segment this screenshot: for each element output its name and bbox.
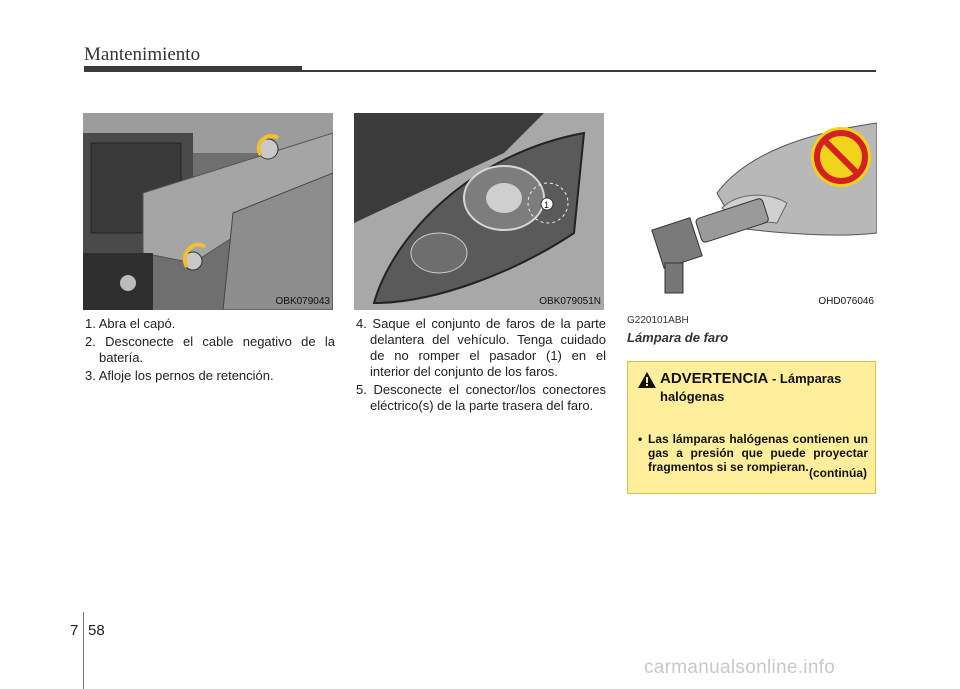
step-item: 5. Desconecte el conector/los conectores eléctrico(s) de la parte trasera del faro. bbox=[356, 382, 606, 413]
step-item: 1. Abra el capó. bbox=[85, 316, 176, 331]
step-item: 2. Desconecte el cable negativo de la batería. bbox=[85, 334, 335, 365]
prohibition-icon bbox=[811, 127, 871, 187]
halogen-bulb-prohibited-photo bbox=[627, 113, 877, 310]
step-item: 3. Afloje los pernos de retención. bbox=[85, 368, 274, 383]
section-code: G220101ABH bbox=[627, 315, 689, 326]
photo-code: OBK079051N bbox=[539, 296, 601, 307]
page-divider bbox=[83, 612, 84, 689]
header-rule-thin bbox=[302, 70, 876, 72]
warning-title bbox=[660, 370, 875, 406]
callout-number: 1 bbox=[544, 200, 550, 210]
engine-bay-illustration bbox=[83, 113, 333, 310]
warning-heading: ADVERTENCIA bbox=[660, 370, 768, 387]
steps-column-1 bbox=[85, 316, 335, 386]
chapter-number: 7 bbox=[70, 622, 79, 639]
steps-column-2 bbox=[356, 316, 606, 416]
header-rule-thick bbox=[84, 66, 302, 72]
photo-code: OBK079043 bbox=[275, 296, 330, 307]
headlamp-assembly-photo bbox=[354, 113, 604, 310]
page-number: 58 bbox=[88, 622, 105, 639]
warning-box bbox=[627, 361, 876, 494]
continued-label: (continúa) bbox=[809, 466, 867, 480]
step-item: 4. Saque el conjunto de faros de la parte delantera del vehículo. Tenga cuidado de no romper el pasador (1) en el interior del conjunto de los faros. bbox=[356, 316, 606, 379]
battery-bolts-photo bbox=[83, 113, 333, 310]
bulb-illustration bbox=[627, 113, 877, 310]
warning-subheading: - Lámparas halógenas bbox=[660, 371, 842, 404]
bullet-icon: • bbox=[638, 432, 643, 446]
warning-text: Las lámparas halógenas contienen un gas a presión que puede proyectar fragmentos si se rompieran. bbox=[648, 432, 868, 474]
warning-triangle-icon bbox=[638, 372, 656, 388]
headlamp-illustration bbox=[354, 113, 604, 310]
watermark: carmanualsonline.info bbox=[644, 657, 836, 678]
photo-code: OHD076046 bbox=[818, 296, 874, 307]
section-title: Mantenimiento bbox=[84, 44, 201, 65]
item-title: Lámpara de faro bbox=[627, 330, 729, 345]
